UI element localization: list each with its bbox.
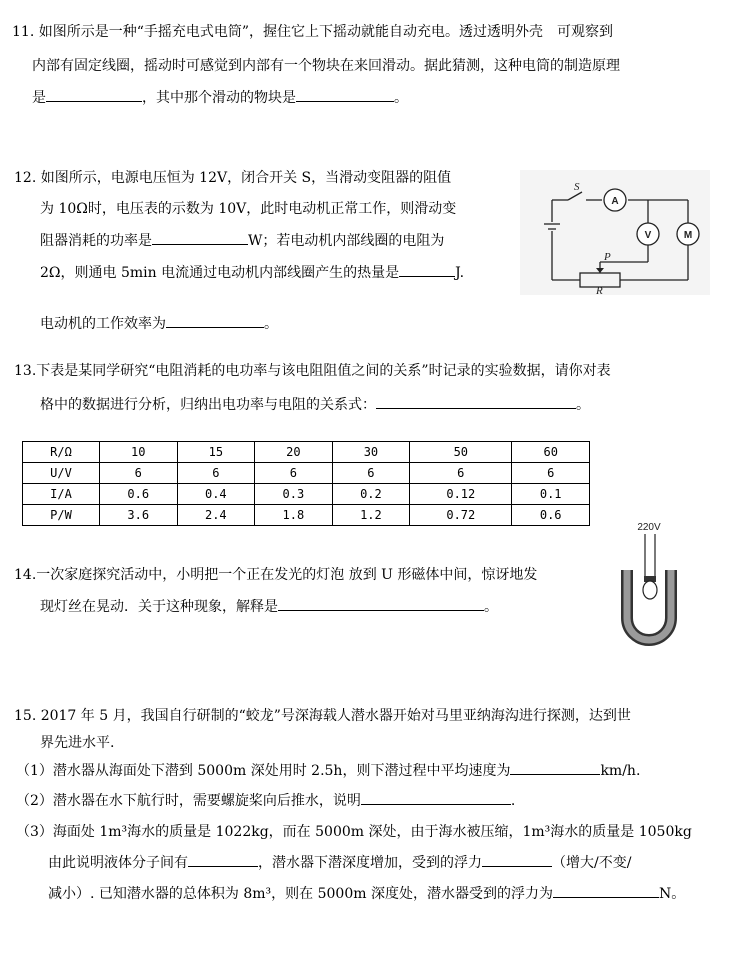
table-cell: 1.8	[255, 505, 333, 526]
q11-text: 是	[32, 90, 46, 106]
table-cell: 0.2	[332, 484, 410, 505]
q12-line-4	[40, 262, 464, 283]
table-cell: 0.1	[512, 484, 590, 505]
q12-text: 2Ω，则通电 5min 电流通过电动机内部线圈产生的热量是	[40, 265, 400, 281]
q12-blank-power[interactable]	[152, 230, 248, 245]
voltmeter-label: V	[644, 230, 652, 241]
q12-line-1: 12. 如图所示，电源电压恒为 12V，闭合开关 S，当滑动变阻器的阻值	[14, 170, 452, 186]
table-cell: 6	[332, 463, 410, 484]
table-cell: 60	[512, 442, 590, 463]
q13-line-2	[40, 394, 590, 415]
q11-blank-principle[interactable]	[46, 87, 142, 102]
q12-line-3	[40, 230, 444, 251]
q11-line-2: 内部有固定线圈，摇动时可感觉到内部有一个物块在来回滑动。据此猜测，这种电筒的制造原理	[32, 58, 620, 74]
q13-blank-relation[interactable]	[376, 394, 576, 409]
q11-text: ，其中那个滑动的物块是	[142, 90, 296, 106]
q14-text: 现灯丝在晃动．关于这种现象，解释是	[40, 599, 278, 615]
q14-blank-explanation[interactable]	[278, 596, 484, 611]
q12-text: W；若电动机内部线圈的电阻为	[248, 233, 445, 249]
q12-text: 电动机的工作效率为	[40, 316, 166, 332]
q13-text: 。	[576, 397, 590, 413]
q12-blank-heat[interactable]	[399, 262, 455, 277]
table-cell: 30	[332, 442, 410, 463]
q15-blank-gap[interactable]	[188, 852, 258, 867]
table-cell: 0.12	[410, 484, 512, 505]
q11-blank-block[interactable]	[296, 87, 394, 102]
table-cell: 20	[255, 442, 333, 463]
table-cell: 0.72	[410, 505, 512, 526]
table-cell: 15	[177, 442, 255, 463]
table-row-header: I/A	[23, 484, 100, 505]
q15-text: .	[510, 793, 516, 809]
q15-text: （增大/不变/	[552, 855, 632, 871]
q15-line-2: 界先进水平.	[40, 735, 115, 751]
u-magnet-figure	[615, 518, 695, 653]
q11-text: 。	[394, 90, 408, 106]
table-cell: 3.6	[100, 505, 178, 526]
table-cell: 1.2	[332, 505, 410, 526]
q15-sub-3-line-2	[48, 852, 631, 873]
q13-text: 格中的数据进行分析，归纳出电功率与电阻的关系式：	[40, 397, 376, 413]
table-cell: 10	[100, 442, 178, 463]
q15-blank-speed[interactable]	[510, 760, 600, 775]
q15-line-1: 15. 2017 年 5 月，我国自行研制的“蛟龙”号深海载人潜水器开始对马里亚纳海沟进行探测，达到世	[14, 708, 631, 724]
motor-label: M	[683, 230, 693, 241]
table-cell: 6	[512, 463, 590, 484]
q15-sub-2	[16, 790, 515, 811]
q14-line-1: 14.一次家庭探究活动中，小明把一个正在发光的灯泡 放到 U 形磁体中间，惊讶地发	[14, 567, 538, 583]
q15-text: 减小）. 已知潜水器的总体积为 8m³，则在 5000m 深度处，潜水器受到的浮力为	[48, 886, 553, 902]
q12-text: 阻器消耗的功率是	[40, 233, 152, 249]
q13-line-1: 13.下表是某同学研究“电阻消耗的电功率与该电阻阻值之间的关系”时记录的实验数据，请你对表	[14, 363, 611, 379]
q15-text: 由此说明液体分子间有	[48, 855, 188, 871]
q15-text: N。	[658, 886, 686, 902]
q15-blank-buoyancy[interactable]	[482, 852, 552, 867]
switch-label: S	[574, 181, 580, 193]
q12-line-2: 为 10Ω时，电压表的示数为 10V，此时电动机正常工作，则滑动变	[40, 201, 457, 217]
bulb-icon	[643, 581, 657, 599]
table-cell: 6	[177, 463, 255, 484]
q14-line-2	[40, 596, 498, 617]
rheostat-label: R	[596, 285, 603, 295]
q15-sub-1	[16, 760, 640, 781]
q12-text: J.	[455, 265, 465, 281]
table-row	[23, 484, 590, 505]
q11-line-3	[32, 87, 408, 108]
table-cell: 0.6	[512, 505, 590, 526]
table-cell: 2.4	[177, 505, 255, 526]
table-row-header: R/Ω	[23, 442, 100, 463]
q12-blank-efficiency[interactable]	[166, 313, 264, 328]
q15-sub-3-line-3	[48, 883, 685, 904]
q12-line-5	[40, 313, 278, 334]
voltage-label: 220V	[637, 522, 661, 533]
table-row	[23, 505, 590, 526]
table-cell: 6	[255, 463, 333, 484]
q15-blank-force-value[interactable]	[553, 883, 659, 898]
q12-text: 。	[264, 316, 278, 332]
q15-blank-force[interactable]	[361, 790, 511, 805]
table-row-header: U/V	[23, 463, 100, 484]
table-cell: 0.6	[100, 484, 178, 505]
ammeter-label: A	[611, 196, 619, 207]
q14-text: 。	[484, 599, 498, 615]
table-cell: 0.4	[177, 484, 255, 505]
q15-text: ，潜水器下潜深度增加，受到的浮力	[258, 855, 482, 871]
table-row	[23, 463, 590, 484]
table-cell: 0.3	[255, 484, 333, 505]
data-table	[22, 441, 590, 526]
q11-line-1: 11. 如图所示是一种“手摇充电式电筒”，握住它上下摇动就能自动充电。透过透明外壳 可观察到	[12, 24, 614, 40]
q15-text: （2）潜水器在水下航行时，需要螺旋桨向后推水，说明	[16, 793, 361, 809]
q15-text: （1）潜水器从海面处下潜到 5000m 深处用时 2.5h，则下潜过程中平均速度为	[16, 763, 511, 779]
table-cell: 50	[410, 442, 512, 463]
table-row	[23, 442, 590, 463]
q15-text: km/h.	[600, 763, 641, 779]
q15-sub-3: （3）海面处 1m³海水的质量是 1022kg，而在 5000m 深处，由于海水被压缩，1m³海水的质量是 1050kg	[16, 824, 692, 840]
table-cell: 6	[100, 463, 178, 484]
table-cell: 6	[410, 463, 512, 484]
slider-label: P	[604, 251, 611, 263]
table-row-header: P/W	[23, 505, 100, 526]
circuit-diagram	[520, 170, 710, 295]
